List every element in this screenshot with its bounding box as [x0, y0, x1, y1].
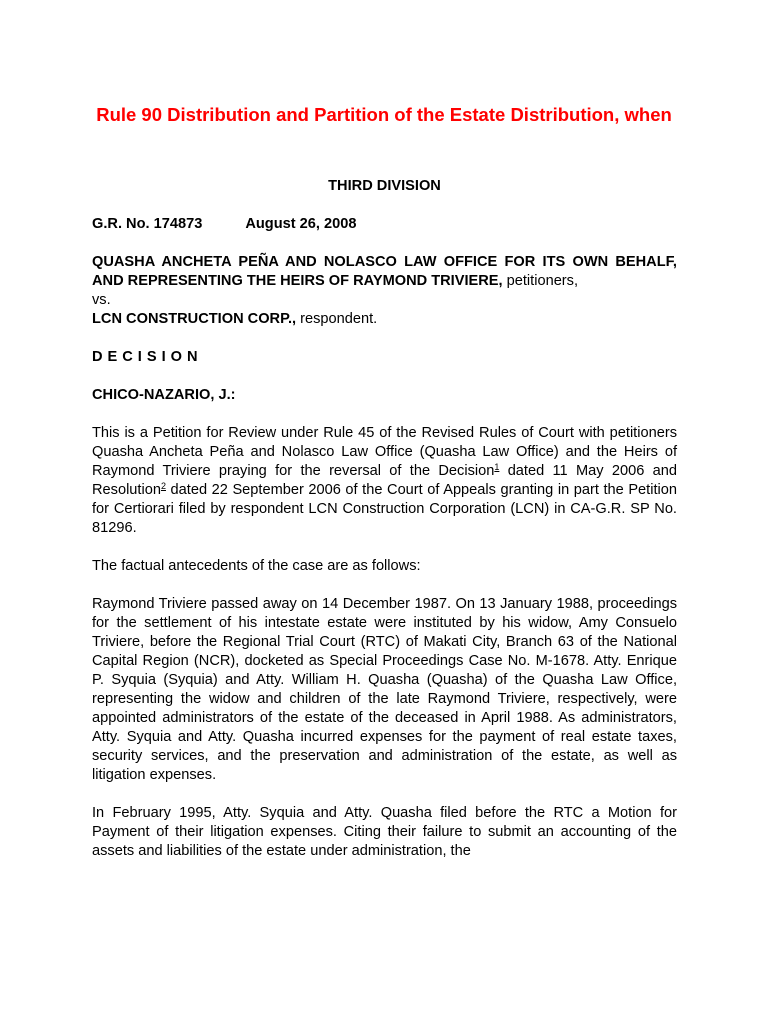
decision-heading: DECISION — [92, 349, 203, 365]
footnote-2-link[interactable]: 2 — [160, 481, 166, 491]
paragraph-2: The factual antecedents of the case are as follows: — [92, 558, 421, 574]
petitioners-label: petitioners, — [502, 273, 579, 289]
para1-text-a: This is a Petition for Review under Rule 45 of the Revised Rules of Court with petitioners Quasha Ancheta Peña and Nolasco Law Office (Quasha Law Office) and the Heirs of Raymond Triviere praying for the reversal of the Decision — [92, 425, 677, 479]
paragraph-4: In February 1995, Atty. Syquia and Atty. Quasha filed before the RTC a Motion for Payment of their litigation expenses. Citing their failure to submit an accounting of the assets and liabilities of the estate under administration, the — [92, 805, 677, 859]
paragraph-3: Raymond Triviere passed away on 14 December 1987. On 13 January 1988, proceedings for the settlement of his intestate estate were instituted by his widow, Amy Consuelo Triviere, before the Regional Trial Court (RTC) of Makati City, Branch 63 of the National Capital Region (NCR), docketed as Special Proceedings Case No. M-1678. Atty. Enrique P. Syquia (Syquia) and Atty. William H. Quasha (Quasha) of the Quasha Law Office, representing the widow and children of the late Raymond Triviere, respectively, were appointed administrators of the estate of the deceased in April 1988. As administrators, Atty. Syquia and Atty. Quasha incurred expenses for the payment of real estate taxes, security services, and the preservation and administration of the estate, as well as litigation expenses. — [92, 596, 677, 783]
versus: vs. — [92, 292, 111, 308]
document-title: Rule 90 Distribution and Partition of the Estate Distribution, when — [96, 104, 672, 126]
case-number-line — [92, 215, 677, 234]
petitioners-block — [92, 253, 677, 291]
respondent-block — [92, 310, 677, 329]
document-body — [92, 177, 677, 861]
division-heading: THIRD DIVISION — [328, 178, 441, 194]
gr-number: G.R. No. 174873 — [92, 216, 203, 232]
respondent-label: respondent. — [296, 311, 378, 327]
respondent-name: LCN CONSTRUCTION CORP., — [92, 311, 297, 327]
petitioners-name: QUASHA ANCHETA PEÑA AND NOLASCO LAW OFFICE FOR ITS OWN BEHALF, AND REPRESENTING THE HEIRS OF RAYMOND TRIVIERE, — [92, 254, 677, 289]
paragraph-1 — [92, 424, 677, 538]
footnote-1-link[interactable]: 1 — [494, 462, 500, 472]
decision-date: August 26, 2008 — [245, 216, 357, 232]
ponente: CHICO-NAZARIO, J.: — [92, 387, 236, 403]
para1-text-b: dated 11 May 2006 and Resolution — [92, 463, 678, 498]
para1-text-c: dated 22 September 2006 of the Court of Appeals granting in part the Petition for Certiorari filed by respondent LCN Construction Corporation (LCN) in CA-G.R. SP No. 81296. — [92, 482, 677, 536]
